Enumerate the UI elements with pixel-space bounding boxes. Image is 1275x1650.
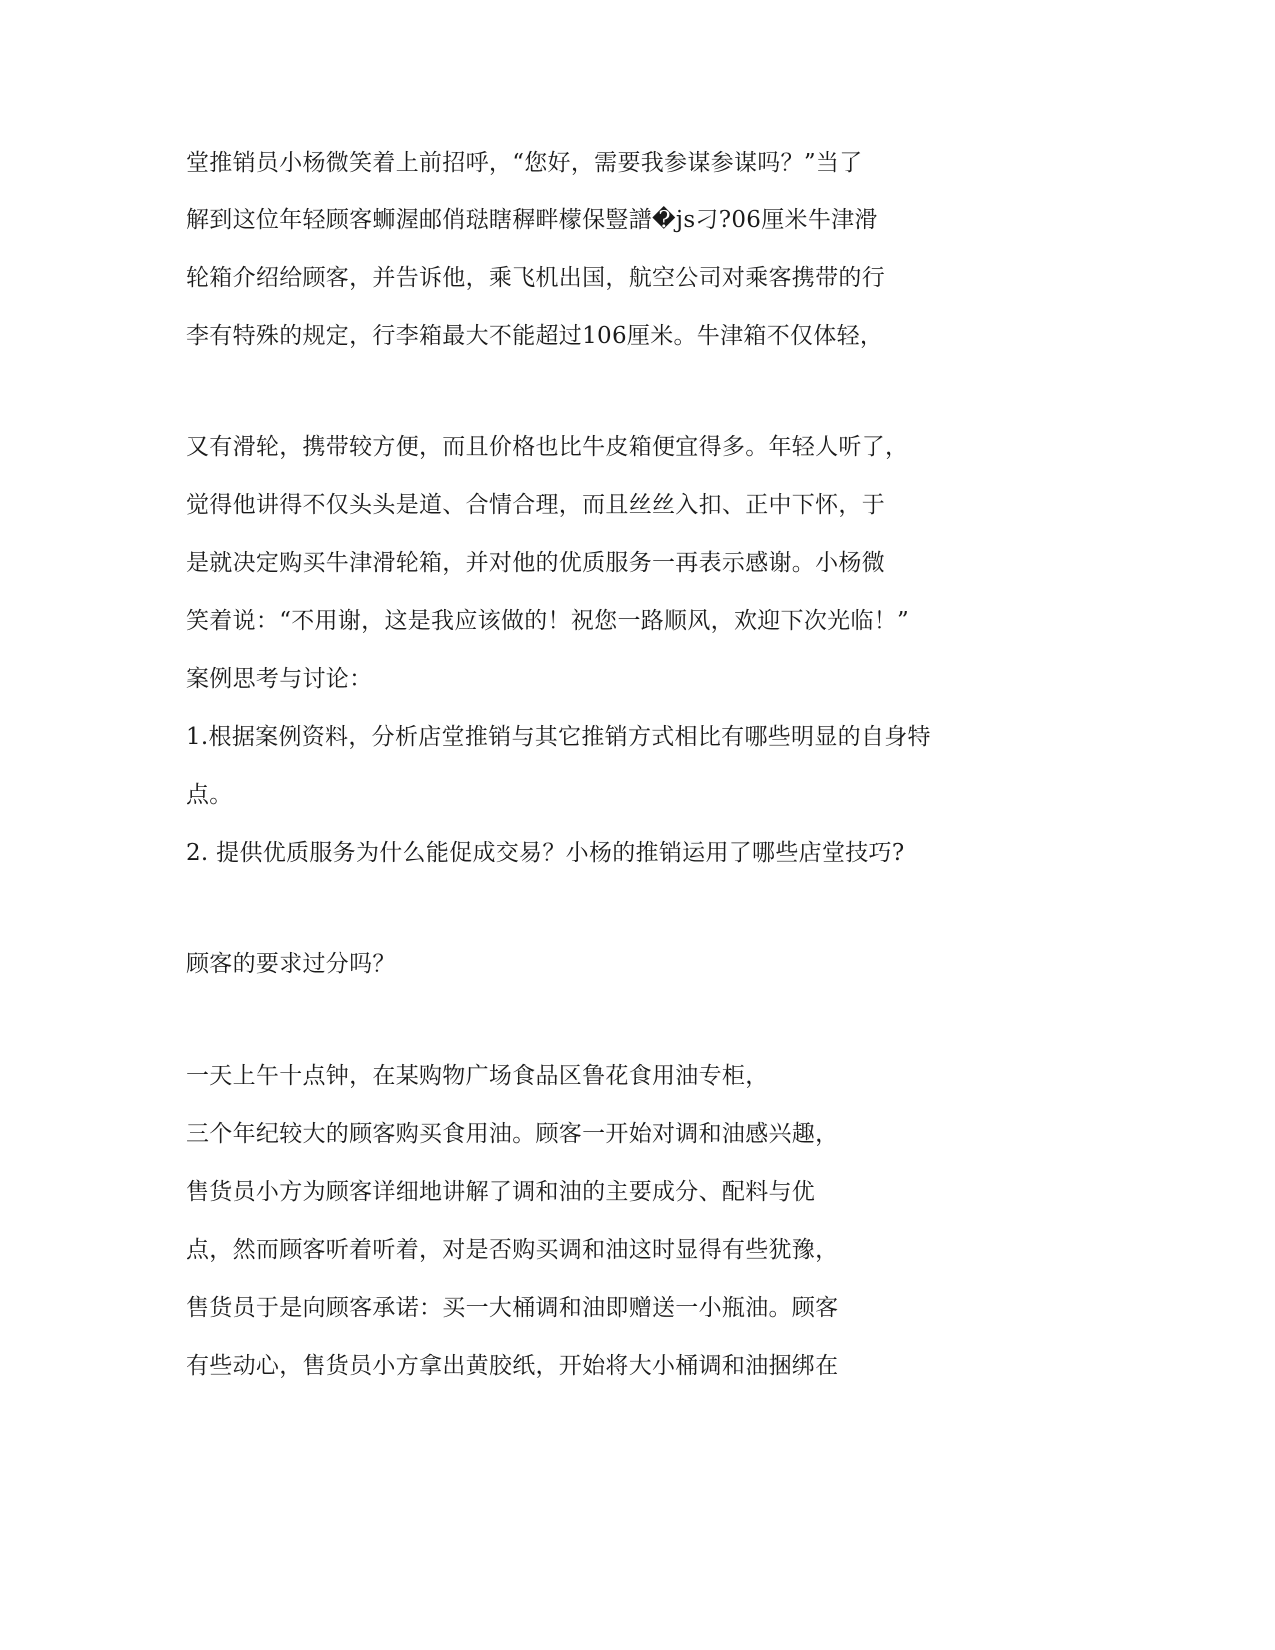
discussion-heading: 案例思考与讨论：: [186, 666, 373, 692]
body-text-line: 又有滑轮，携带较方便，而且价格也比牛皮箱便宜得多。年轻人听了，: [186, 434, 909, 460]
body-text-line: 售货员小方为顾客详细地讲解了调和油的主要成分、配料与优: [186, 1179, 816, 1205]
question-1-text: 1.根据案例资料，分析店堂推销与其它推销方式相比有哪些明显的自身特: [186, 724, 931, 750]
body-text-line: 是就决定购买牛津滑轮箱，并对他的优质服务一再表示感谢。小杨微: [186, 550, 885, 576]
body-text-line: 一天上午十点钟，在某购物广场食品区鲁花食用油专柜，: [186, 1063, 769, 1089]
question-1-text: 点。: [186, 782, 233, 808]
question-2-text: 2. 提供优质服务为什么能促成交易？小杨的推销运用了哪些店堂技巧?: [186, 840, 905, 866]
body-text-line: 堂推销员小杨微笑着上前招呼，“您好，需要我参谋参谋吗？”当了: [186, 150, 863, 176]
body-text-line: 解到这位年轻顾客蛳渥邮俏琺瞎稺畔檬保豎譜�js刁?06厘米牛津滑: [186, 207, 878, 233]
body-text-line: 点，然而顾客听着听着，对是否购买调和油这时显得有些犹豫，: [186, 1237, 839, 1263]
body-text-line: 觉得他讲得不仅头头是道、合情合理，而且丝丝入扣、正中下怀，于: [186, 492, 885, 518]
body-text-line: 轮箱介绍给顾客，并告诉他，乘飞机出国，航空公司对乘客携带的行: [186, 265, 885, 291]
body-text-line: 有些动心，售货员小方拿出黄胶纸，开始将大小桶调和油捆绑在: [186, 1353, 839, 1379]
body-text-line: 三个年纪较大的顾客购买食用油。顾客一开始对调和油感兴趣，: [186, 1121, 839, 1147]
body-text-line: 笑着说：“不用谢，这是我应该做的！祝您一路顺风，欢迎下次光临！”: [186, 608, 910, 634]
case-title: 顾客的要求过分吗？: [186, 951, 396, 977]
body-text-line: 售货员于是向顾客承诺：买一大桶调和油即赠送一小瓶油。顾客: [186, 1295, 839, 1321]
body-text-line: 李有特殊的规定，行李箱最大不能超过106厘米。牛津箱不仅体轻，: [186, 323, 884, 349]
